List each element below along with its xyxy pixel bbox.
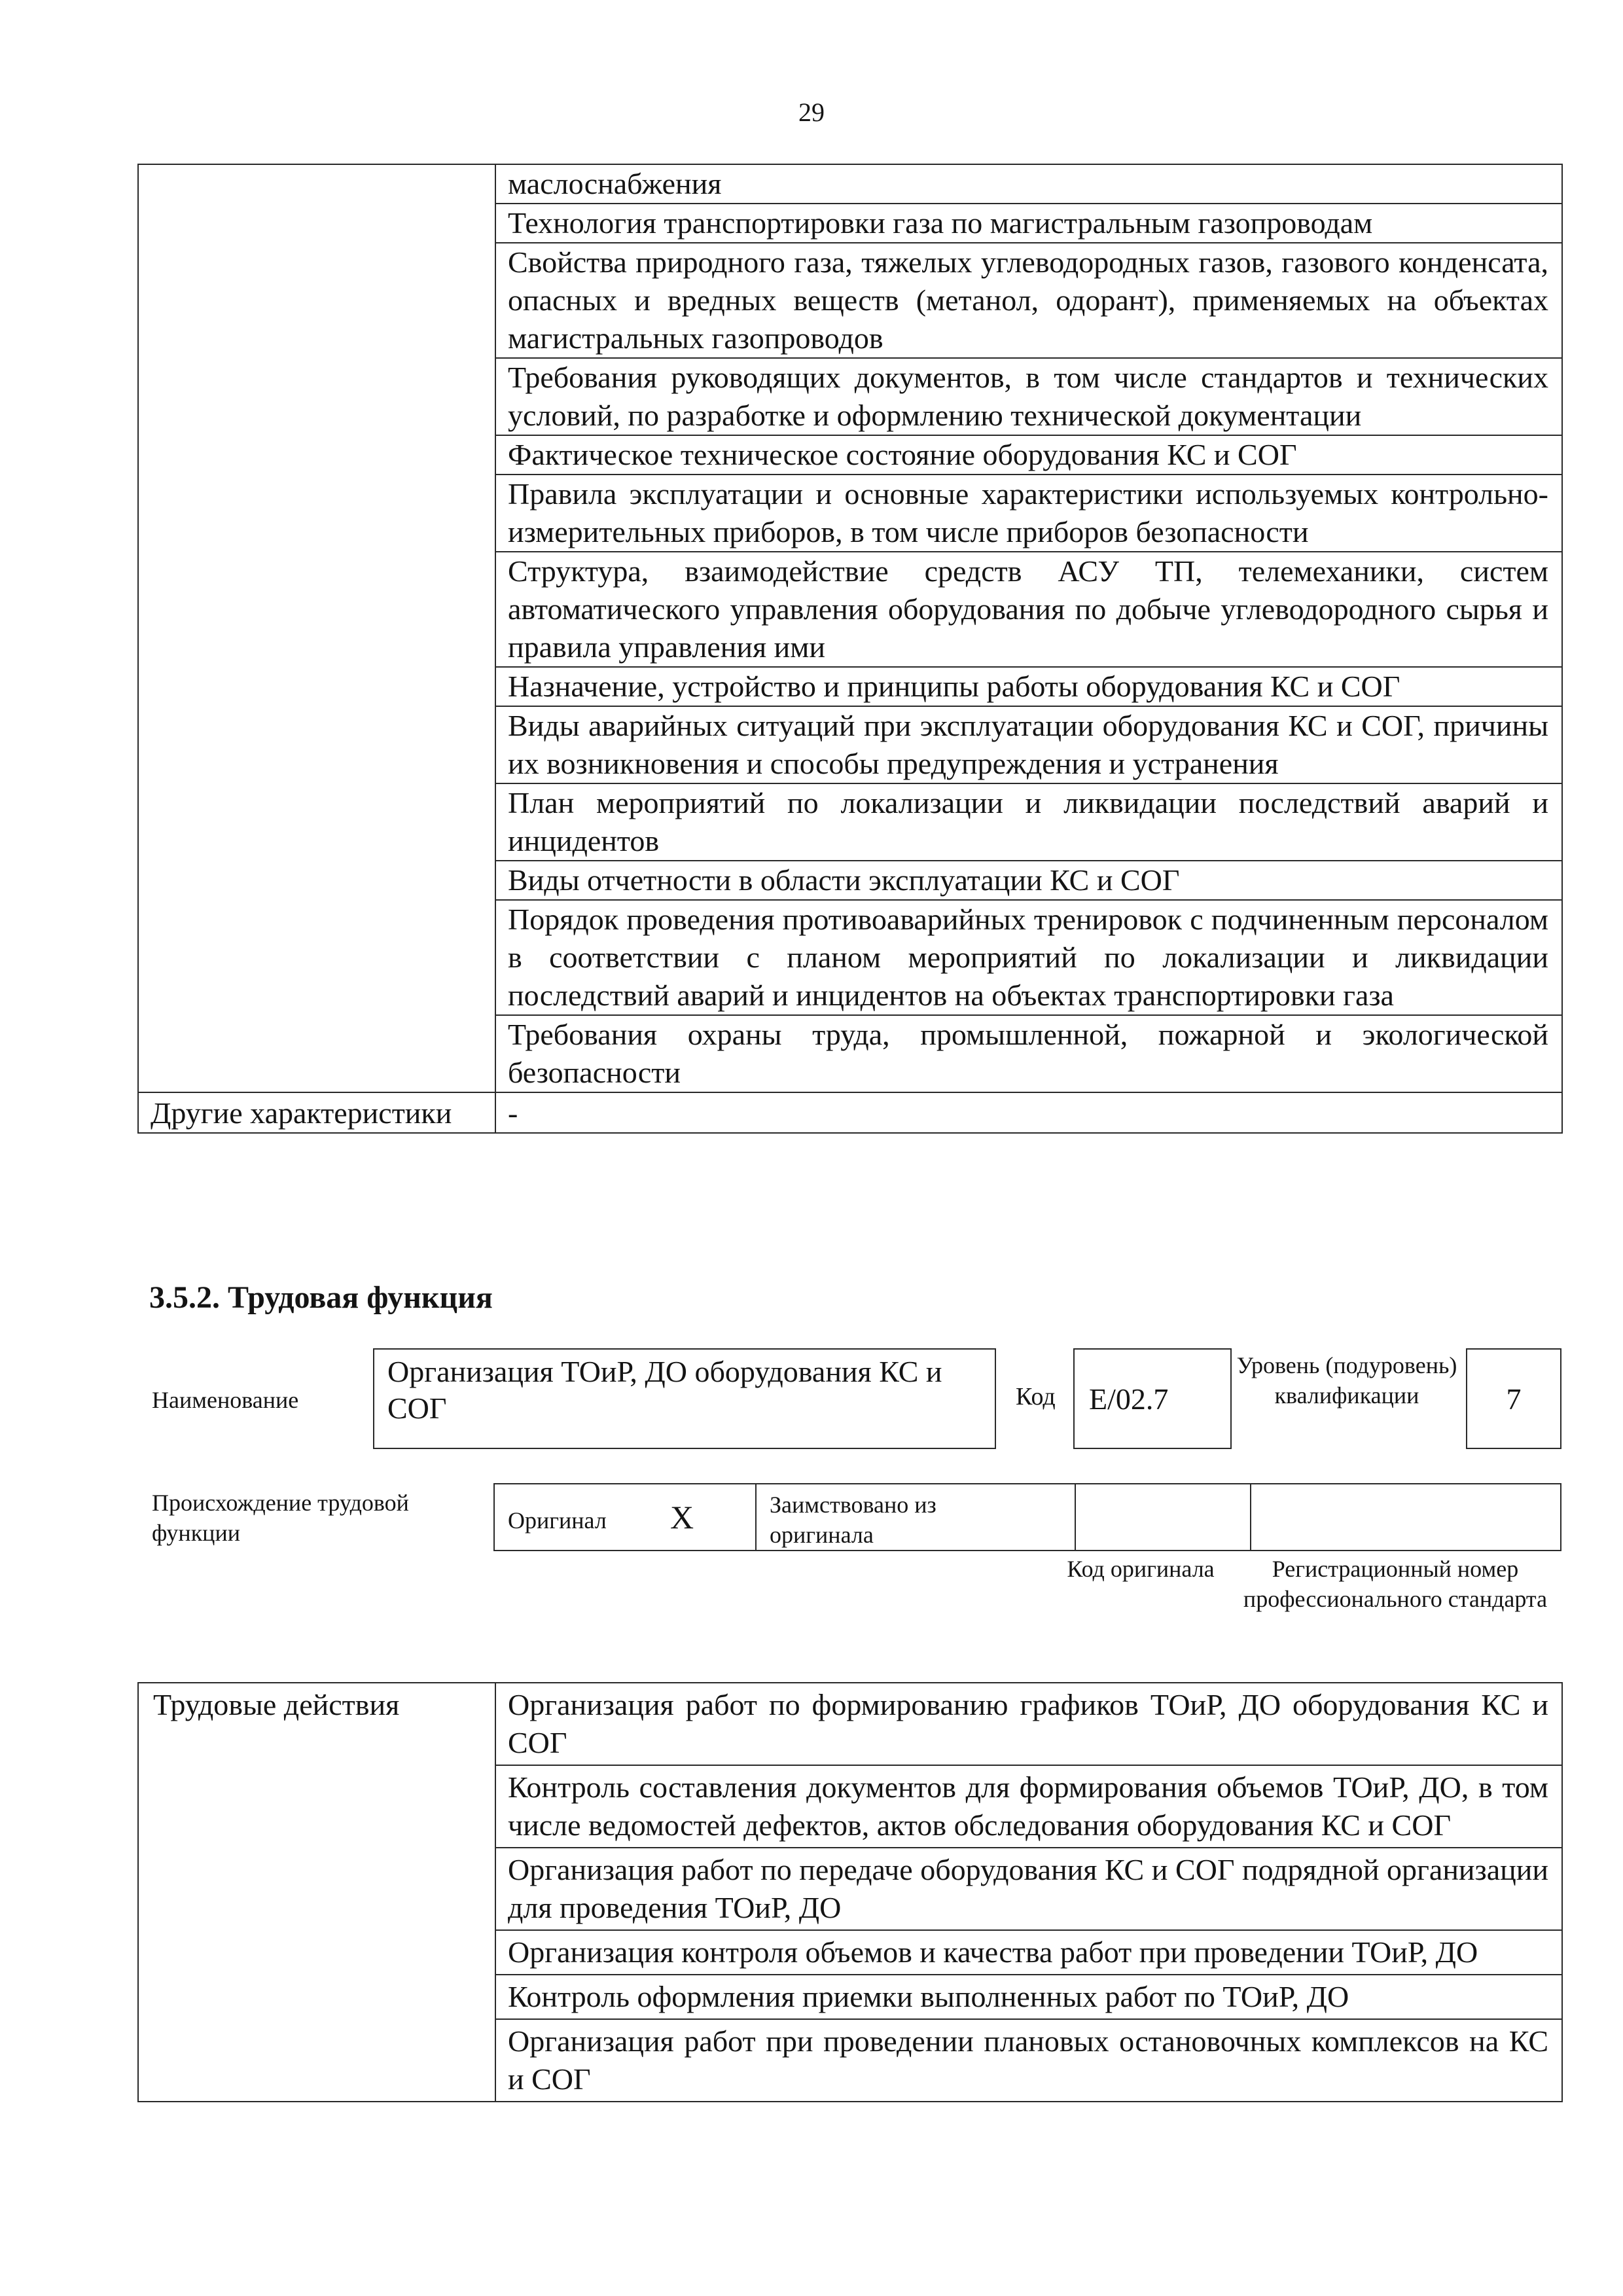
name-label: Наименование [152, 1387, 299, 1413]
qualification-level-label: Уровень (подуровень) квалификации [1236, 1352, 1457, 1408]
qualification-level-value: 7 [1506, 1382, 1522, 1416]
origin-divider [755, 1484, 757, 1550]
borrowed-label: Заимствовано из оригинала [770, 1492, 936, 1548]
knowledge-item: Технология транспортировки газа по магистральным газопроводам [495, 204, 1562, 243]
labor-action-item: Организация работ по передаче оборудования КС и СОГ подрядной организации для проведения ТОиР, ДО [495, 1848, 1562, 1930]
origin-divider [1250, 1484, 1251, 1550]
function-code-value: E/02.7 [1089, 1382, 1169, 1416]
origin-divider [1075, 1484, 1076, 1550]
section-heading: 3.5.2. Трудовая функция [149, 1280, 493, 1315]
knowledge-item: Виды аварийных ситуаций при эксплуатации оборудования КС и СОГ, причины их возникновения и способы предупреждения и устранения [495, 706, 1562, 783]
level-box [1466, 1348, 1561, 1449]
labor-action-item: Контроль оформления приемки выполненных работ по ТОиР, ДО [495, 1975, 1562, 2019]
labor-action-item: Контроль составления документов для формирования объемов ТОиР, ДО, в том числе ведомостей дефектов, актов обследования оборудования КС и СОГ [495, 1765, 1562, 1848]
other-characteristics-value: - [495, 1092, 1562, 1133]
table-row [138, 1683, 1562, 1765]
knowledge-item: Фактическое техническое состояние оборудования КС и СОГ [495, 435, 1562, 475]
original-mark: X [670, 1499, 694, 1535]
knowledge-item: Свойства природного газа, тяжелых углеводородных газов, газового конденсата, опасных и вредных веществ (метанол, одорант), применяемых на объектах магистральных газопроводов [495, 243, 1562, 358]
labor-action-item: Организация работ по формированию графиков ТОиР, ДО оборудования КС и СОГ [495, 1683, 1562, 1765]
knowledge-item: Требования руководящих документов, в том числе стандартов и технических условий, по разработке и оформлению технической документации [495, 358, 1562, 435]
original-label: Оригинал [508, 1507, 607, 1534]
function-name-value: Организация ТОиР, ДО оборудования КС и СОГ [387, 1355, 942, 1425]
knowledge-table [137, 164, 1563, 1134]
knowledge-label-cell [138, 164, 495, 1092]
knowledge-item: Назначение, устройство и принципы работы оборудования КС и СОГ [495, 667, 1562, 706]
labor-action-item: Организация работ при проведении плановых остановочных комплексов на КС и СОГ [495, 2019, 1562, 2102]
knowledge-item: Порядок проведения противоаварийных тренировок с подчиненным персоналом в соответствии с планом мероприятий по локализации и ликвидации последствий аварий и инцидентов на объектах транспортировки газа [495, 900, 1562, 1015]
registration-number-caption: Регистрационный номер профессионального стандарта [1243, 1556, 1548, 1612]
origin-label: Происхождение трудовой функции [152, 1490, 409, 1546]
knowledge-item: План мероприятий по локализации и ликвидации последствий аварий и инцидентов [495, 783, 1562, 861]
origin-box [493, 1483, 1561, 1551]
knowledge-item: Структура, взаимодействие средств АСУ ТП, телемеханики, систем автоматического управления оборудования по добыче углеводородного сырья и правила управления ими [495, 552, 1562, 667]
knowledge-item: Виды отчетности в области эксплуатации КС и СОГ [495, 861, 1562, 900]
knowledge-item: Требования охраны труда, промышленной, пожарной и экологической безопасности [495, 1015, 1562, 1092]
code-label: Код [1016, 1383, 1056, 1410]
other-characteristics-label: Другие характеристики [138, 1092, 495, 1133]
labor-action-item: Организация контроля объемов и качества работ при проведении ТОиР, ДО [495, 1930, 1562, 1975]
page-number: 29 [798, 98, 825, 127]
knowledge-item: Правила эксплуатации и основные характеристики используемых контрольно-измерительных приборов, в том числе приборов безопасности [495, 475, 1562, 552]
name-box [373, 1348, 996, 1449]
knowledge-item: маслоснабжения [495, 164, 1562, 204]
other-characteristics-row [138, 1092, 1562, 1133]
labor-actions-label: Трудовые действия [138, 1683, 495, 2102]
code-box [1073, 1348, 1232, 1449]
table-row [138, 164, 1562, 204]
original-code-caption: Код оригинала [1067, 1556, 1215, 1582]
labor-actions-table [137, 1682, 1563, 2102]
